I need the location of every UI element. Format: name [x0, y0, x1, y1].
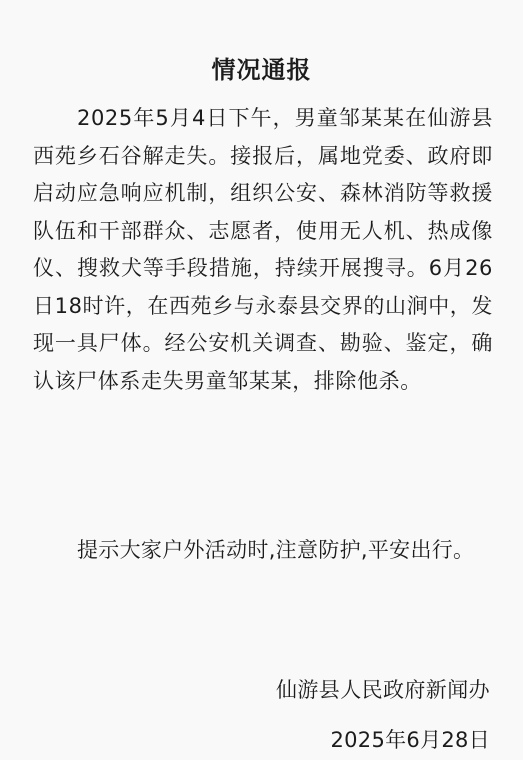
- issue-date: 2025年6月28日: [330, 728, 490, 752]
- notice-paragraph-reminder: 提示大家户外活动时,注意防护,平安出行。: [77, 538, 475, 562]
- notice-paragraph-main: 2025年5月4日下午，男童邹某某在仙游县西苑乡石谷解走失。接报后，属地党委、政府即启动应急响应机制，组织公安、森林消防等救援队伍和干部群众、志愿者，使用无人机、热成像仪、搜救犬等手段措施，持续开展搜寻。6月26日18时许，在西苑乡与永泰县交界的山涧中，发现一具尸体。经公安机关调查、勘验、鉴定，确认该尸体系走失男童邹某某，排除他杀。: [33, 106, 493, 393]
- issuer-name: 仙游县人民政府新闻办: [276, 678, 490, 702]
- notice-title: 情况通报: [211, 56, 312, 84]
